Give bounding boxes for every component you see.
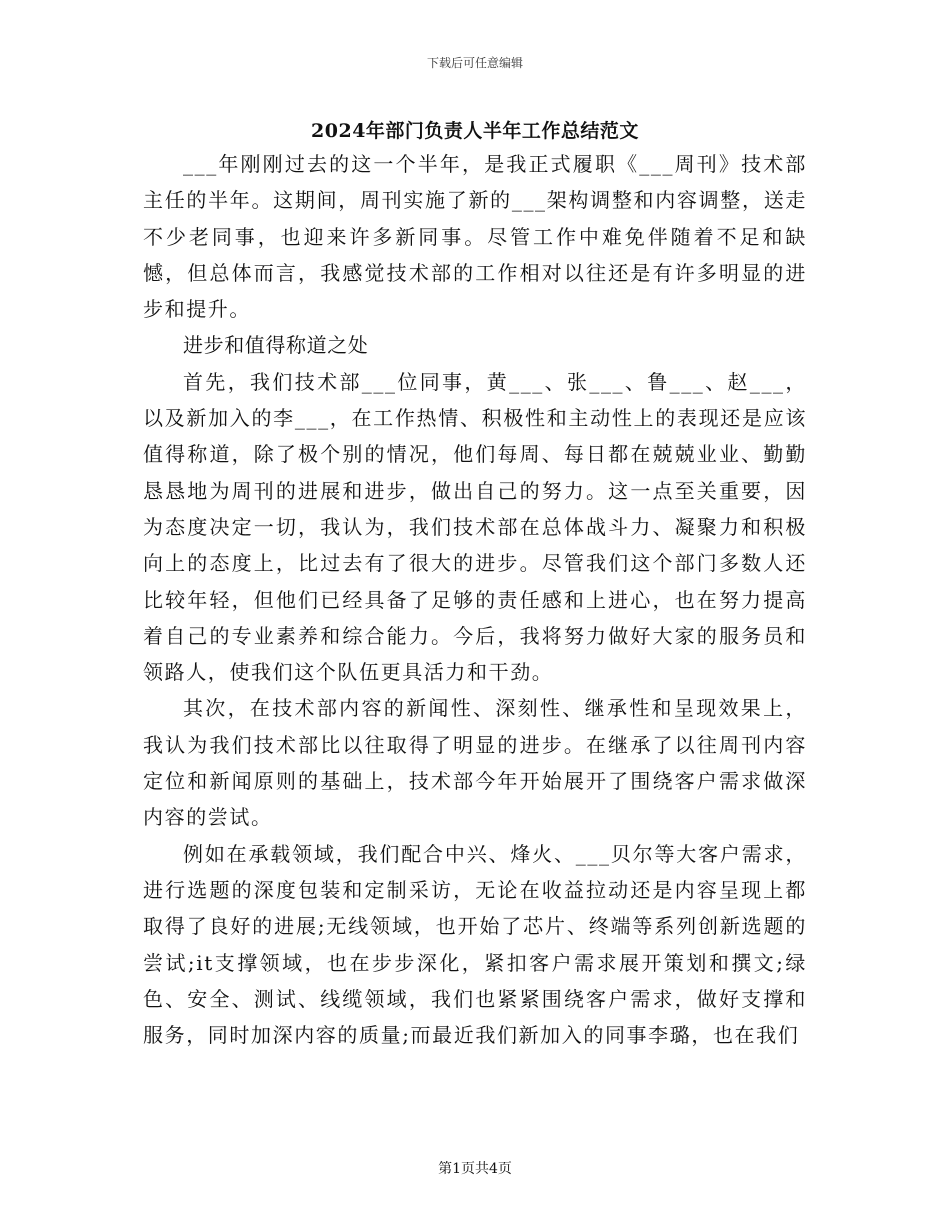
section-heading: 进步和值得称道之处 xyxy=(183,333,369,358)
document-title: 2024年部门负责人半年工作总结范文 xyxy=(311,120,639,142)
header-note: 下载后可任意编辑 xyxy=(426,56,523,70)
paragraph-example: 例如在承载领域，我们配合中兴、烽火、___贝尔等大客户需求，进行选题的深度包装和定制采访，无论在收益拉动还是内容呈现上都取得了良好的进展;无线领域，也开始了芯片、终端等系列创新选题的尝试;it支撑领域，也在步步深化，紧扣客户需求展开策划和撰文;绿色、安全、测试、线缆领域，我们也紧紧围绕客户需求，做好支撑和服务，同时加深内容的质量;而最近我们新加入的同事李璐，也在我们 xyxy=(143,841,807,1048)
page-number: 第1页共4页 xyxy=(438,1161,512,1177)
paragraph-intro: ___年刚刚过去的这一个半年，是我正式履职《___周刊》技术部主任的半年。这期间，周刊实施了新的___架构调整和内容调整，送走不少老同事，也迎来许多新同事。尽管工作中难免伴随着不足和缺憾，但总体而言，我感觉技术部的工作相对以往还是有许多明显的进步和提升。 xyxy=(143,152,807,322)
paragraph-second-point: 其次，在技术部内容的新闻性、深刻性、继承性和呈现效果上，我认为我们技术部比以往取得了明显的进步。在继承了以往周刊内容定位和新闻原则的基础上，技术部今年开始展开了围绕客户需求做深内容的尝试。 xyxy=(143,696,807,830)
document-body xyxy=(143,146,807,1053)
paragraph-first-point: 首先，我们技术部___位同事，黄___、张___、鲁___、赵___，以及新加入的李___，在工作热情、积极性和主动性上的表现还是应该值得称道，除了极个别的情况，他们每周、每日都在兢兢业业、勤勤恳恳地为周刊的进展和进步，做出自己的努力。这一点至关重要，因为态度决定一切，我认为，我们技术部在总体战斗力、凝聚力和积极向上的态度上，比过去有了很大的进步。尽管我们这个部门多数人还比较年轻，但他们已经具备了足够的责任感和上进心，也在努力提高着自己的专业素养和综合能力。今后，我将努力做好大家的服务员和领路人，使我们这个队伍更具活力和干劲。 xyxy=(143,369,807,685)
